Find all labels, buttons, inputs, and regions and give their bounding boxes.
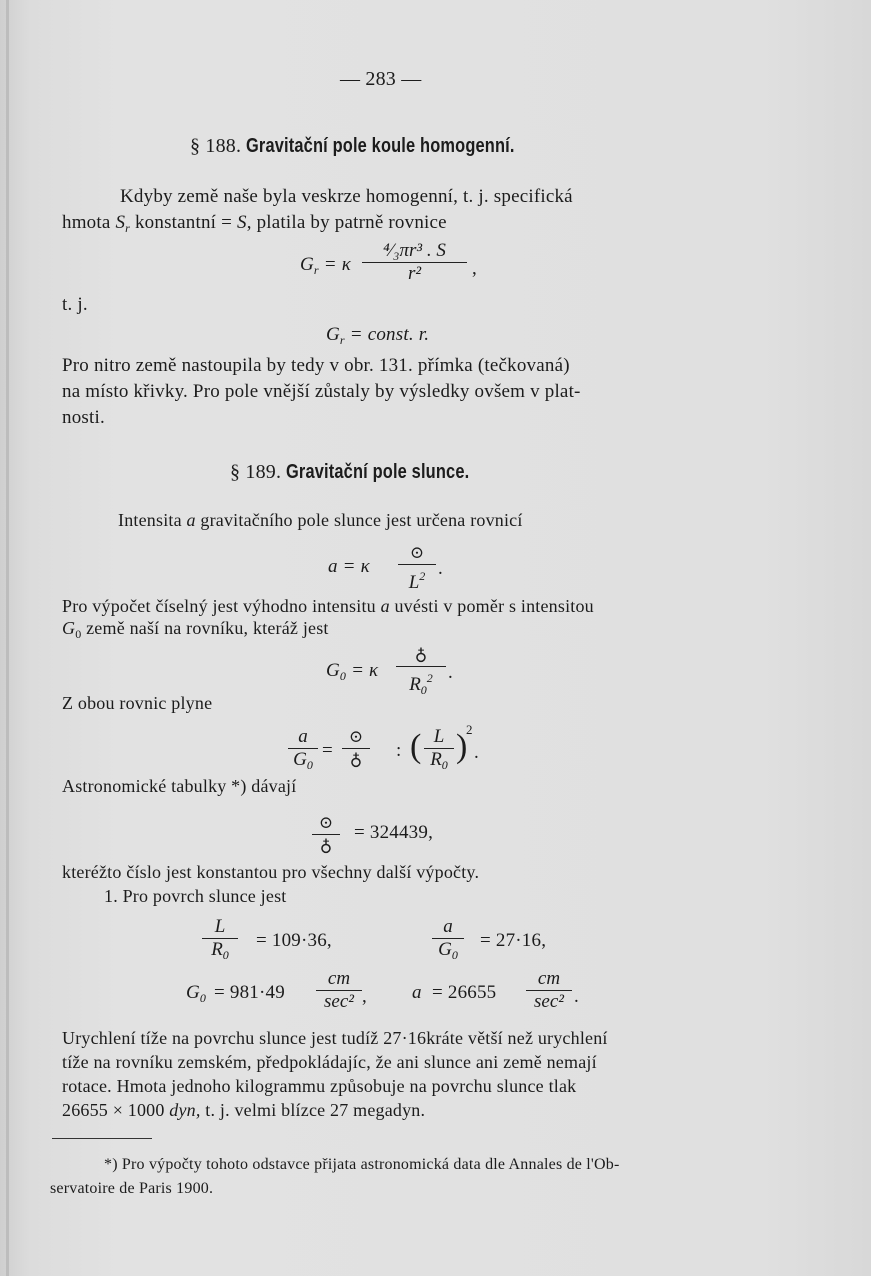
astro-line: Astronomické tabulky *) dávají: [62, 776, 297, 796]
footnote-line-2: servatoire de Paris 1900.: [50, 1180, 214, 1197]
kterezto-line: kteréžto číslo jest konstantou pro všechny další výpočty.: [62, 862, 480, 882]
paragraph-2-line-3: nosti.: [62, 407, 105, 428]
paragraph-2-line-2: na místo křivky. Pro pole vnější zůstaly by výsledky ovšem v plat-: [62, 381, 581, 402]
value-981: = 981·49: [214, 982, 285, 1003]
earth-symbol: ♁: [396, 644, 446, 667]
section-188-heading: [190, 135, 574, 158]
eq10-unit: cm sec²: [526, 968, 572, 1013]
z-obou-line: Z obou rovnic plyne: [62, 693, 213, 713]
eq4-lhs: $G_0 = \kappa$: [326, 660, 379, 683]
povrch-line: 1. Pro povrch slunce jest: [104, 886, 287, 906]
ratio-value: = 324439,: [354, 822, 434, 843]
section-188-title: Gravitační pole koule homogenní.: [246, 135, 516, 157]
eq10-lhs: a: [412, 982, 422, 1003]
eq3-lhs: a = κ: [328, 556, 370, 577]
eq4-fraction: ♁ $R_0^2$: [396, 644, 446, 701]
value-109: = 109·36,: [256, 930, 332, 951]
intro-line: Intensita a gravitačního pole slunce jest určena rovnicí: [118, 510, 523, 530]
paragraph-4-line-4: 26655 × 1000 dyn, t. j. velmi blízce 27 megadyn.: [62, 1100, 426, 1120]
eq2: $G_r$ = const. r.: [326, 324, 430, 347]
eq1-fraction: $\frac{\text{⁴⁄₃πr³ . S}}{\text{r²}}$: [362, 240, 467, 285]
eq5-fraction-3: $\frac{L}{R_0}$: [424, 726, 454, 776]
paragraph-2-line-1: Pro nitro země nastoupila by tedy v obr. 131. přímka (tečkovaná): [62, 355, 570, 376]
eq1-lhs: $G_r = \kappa$: [300, 254, 352, 277]
paragraph-1-line-2: hmota $S_r$ konstantní = S, platila by patrně rovnice: [62, 212, 447, 235]
section-188-number: § 188.: [190, 135, 242, 157]
eq3-fraction: ⊙ $L^2$: [398, 542, 436, 594]
section-189-title: Gravitační pole slunce.: [286, 461, 470, 483]
paragraph-4-line-3: rotace. Hmota jednoho kilogrammu způsobuje na povrchu slunce tlak: [62, 1076, 577, 1096]
eq7-fraction: $\frac{L}{R_0}$: [202, 916, 238, 966]
paragraph-4-line-2: tíže na rovníku zemském, předpokládajíc, že ani slunce ani země nemají: [62, 1052, 597, 1072]
section-189-number: § 189.: [230, 461, 282, 483]
paragraph-3-line-2: $G_0$ země naší na rovníku, kteráž jest: [62, 618, 329, 641]
eq8-fraction: $\frac{a}{G_0}$: [432, 916, 464, 966]
footnote-line-1: *) Pro výpočty tohoto odstavce přijata astronomická data dle Annales de l'Ob-: [104, 1156, 620, 1173]
value-27: = 27·16,: [480, 930, 547, 951]
footnote-rule: [52, 1138, 152, 1139]
section-189-heading: [230, 461, 510, 484]
eq6-fraction: ⊙ ♁: [312, 812, 340, 857]
paragraph-1-line-1: Kdyby země naše byla veskrze homogenní, t. j. specifická: [120, 186, 573, 207]
sun-symbol: ⊙: [398, 542, 436, 565]
paragraph-4-line-1: Urychlení tíže na povrchu slunce jest tudíž 27·16kráte větší než urychlení: [62, 1028, 608, 1048]
eq9-lhs: $G_0$: [186, 982, 207, 1005]
eq5-fraction-1: $\frac{a}{G_0}$: [288, 726, 318, 776]
eq9-unit: cm sec²: [316, 968, 362, 1013]
page-number: — 283 —: [340, 68, 422, 90]
tj-label: t. j.: [62, 294, 88, 315]
paragraph-3-line-1: Pro výpočet číselný jest výhodno intensitu a uvésti v poměr s intensitou: [62, 596, 594, 616]
book-page: — 283 — § 188. Gravitační pole koule homogenní. Kdyby země naše byla veskrze homogenní, t. j. specifická hmota $S_r$ konstantní = S, platila by patrně rovnice $G_r = \kappa$ $\frac{\text{⁴⁄₃πr³ . S}}{\text{r²}}$ , t. j. $G_r$ = const. r. Pro nitro země nastoupila by tedy v obr. 131. přímka (tečkovaná) na místo křivky. Pro pole vnější zůstaly by výsledky ovšem v plat- nosti. § 189. Gravitační pole slunce. Intensita a gravitačního pole slunce jest určena rovnicí a = κ ⊙ $L^2$ . Pro výpočet číselný jest výhodno intensitu a uvésti v poměr s intensitou $G_0$ země naší na rovníku, kteráž jest $G_0 = \kappa$ ♁ $R_0^2$ . Z obou rovnic plyne $\frac{a}{G_0}$ = ⊙ ♁ : ( $\frac{L}{R_0}$ ) 2 . Astronomické tabulky *) dávají ⊙ ♁ = 324439, kteréžto číslo jest konstantou pro všechny další výpočty. 1. Pro povrch slunce jest $\frac{L}{R_0}$ = 109·36, $\frac{a}{G_0}$ = 27·16, $G_0$ = 981·49 cm sec² , a = 26655 cm sec² . Urychlení tíže na povrchu slunce jest tudíž 27·16kráte větší než urychlení tíže na rovníku zemském, předpokládajíc, že ani slunce ani země nemají rotace. Hmota jednoho kilogrammu způsobuje na povrchu slunce tlak 26655 × 1000 dyn, t. j. velmi blízce 27 megadyn. *) Pro výpočty tohoto odstavce přijata astronomická data dle Annales de l'Ob- servatoire de Paris 1900.: [0, 0, 871, 1276]
value-26655: = 26655: [432, 982, 497, 1003]
eq5-fraction-2: ⊙ ♁: [342, 726, 370, 771]
